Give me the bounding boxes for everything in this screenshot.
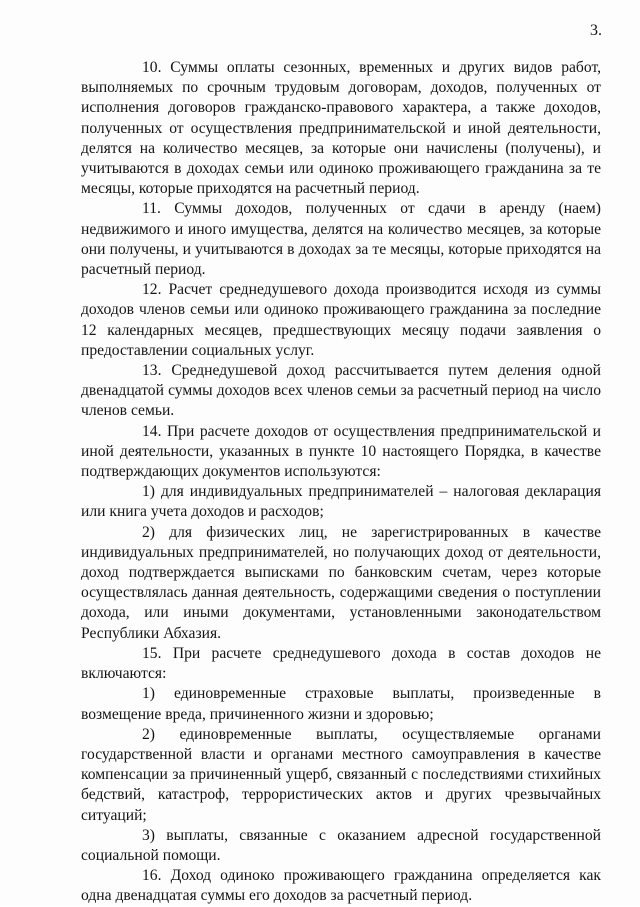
paragraph-15-item-3: 3) выплаты, связанные с оказанием адресной государственной социальной помощи. bbox=[81, 826, 601, 864]
page-number: 3. bbox=[590, 22, 602, 39]
paragraph-15: 15. При расчете среднедушевого дохода в состав доходов не включаются: bbox=[81, 644, 601, 683]
paragraph-15-item-2: 2) единовременные выплаты, осуществляемые органами государственной власти и органами местного самоуправления в качестве компенсации за причиненный ущерб, связанный с последствиями стихийных бедствий, катастроф, террористических актов и других чрезвычайных ситуаций; bbox=[81, 725, 601, 824]
paragraph-14: 14. При расчете доходов от осуществления предпринимательской и иной деятельности, указанных в пункте 10 настоящего Порядка, в качестве подтверждающих документов используются: bbox=[81, 422, 601, 481]
paragraph-16: 16. Доход одиноко проживающего гражданина определяется как одна двенадцатая суммы его доходов за расчетный период. bbox=[81, 867, 601, 905]
paragraph-13: 13. Среднедушевой доход рассчитывается путем деления одной двенадцатой суммы доходов всех членов семьи за расчетный период на число членов семьи. bbox=[81, 362, 601, 420]
paragraph-12: 12. Расчет среднедушевого дохода производится исходя из суммы доходов членов семьи или одиноко проживающего гражданина за последние 12 календарных месяцев, предшествующих месяцу подачи заявления о предоставлении социальных услуг. bbox=[81, 281, 601, 359]
document-body bbox=[81, 58, 601, 907]
paragraph-14-item-1: 1) для индивидуальных предпринимателей – налоговая декларация или книга учета доходов и расходов; bbox=[81, 483, 601, 521]
paragraph-11: 11. Суммы доходов, полученных от сдачи в аренду (наем) недвижимого и иного имущества, делятся на количество месяцев, за которые они получены, и учитываются в доходах за те месяцы, которые приходятся на расчетный период. bbox=[81, 200, 601, 279]
paragraph-14-item-2: 2) для физических лиц, не зарегистрированных в качестве индивидуальных предпринимателей, но получающих доход от деятельности, доход подтверждается выписками по банковским счетам, через которые осуществлялась данная деятельность, содержащими сведения о поступлении дохода, или иными документами, установленными законодательством Республики Абхазия. bbox=[81, 523, 601, 642]
paragraph-15-item-1: 1) единовременные страховые выплаты, произведенные в возмещение вреда, причиненного жизни и здоровью; bbox=[81, 685, 601, 723]
paragraph-10: 10. Суммы оплаты сезонных, временных и других видов работ, выполняемых по срочным трудовым договорам, доходов, полученных от исполнения договоров гражданско-правового характера, а также доходов, полученных от осуществления предпринимательской и иной деятельности, делятся на количество месяцев, за которые они начислены (получены), и учитываются в доходах семьи или одиноко проживающего гражданина за те месяцы, которые приходятся на расчетный период. bbox=[81, 59, 601, 198]
